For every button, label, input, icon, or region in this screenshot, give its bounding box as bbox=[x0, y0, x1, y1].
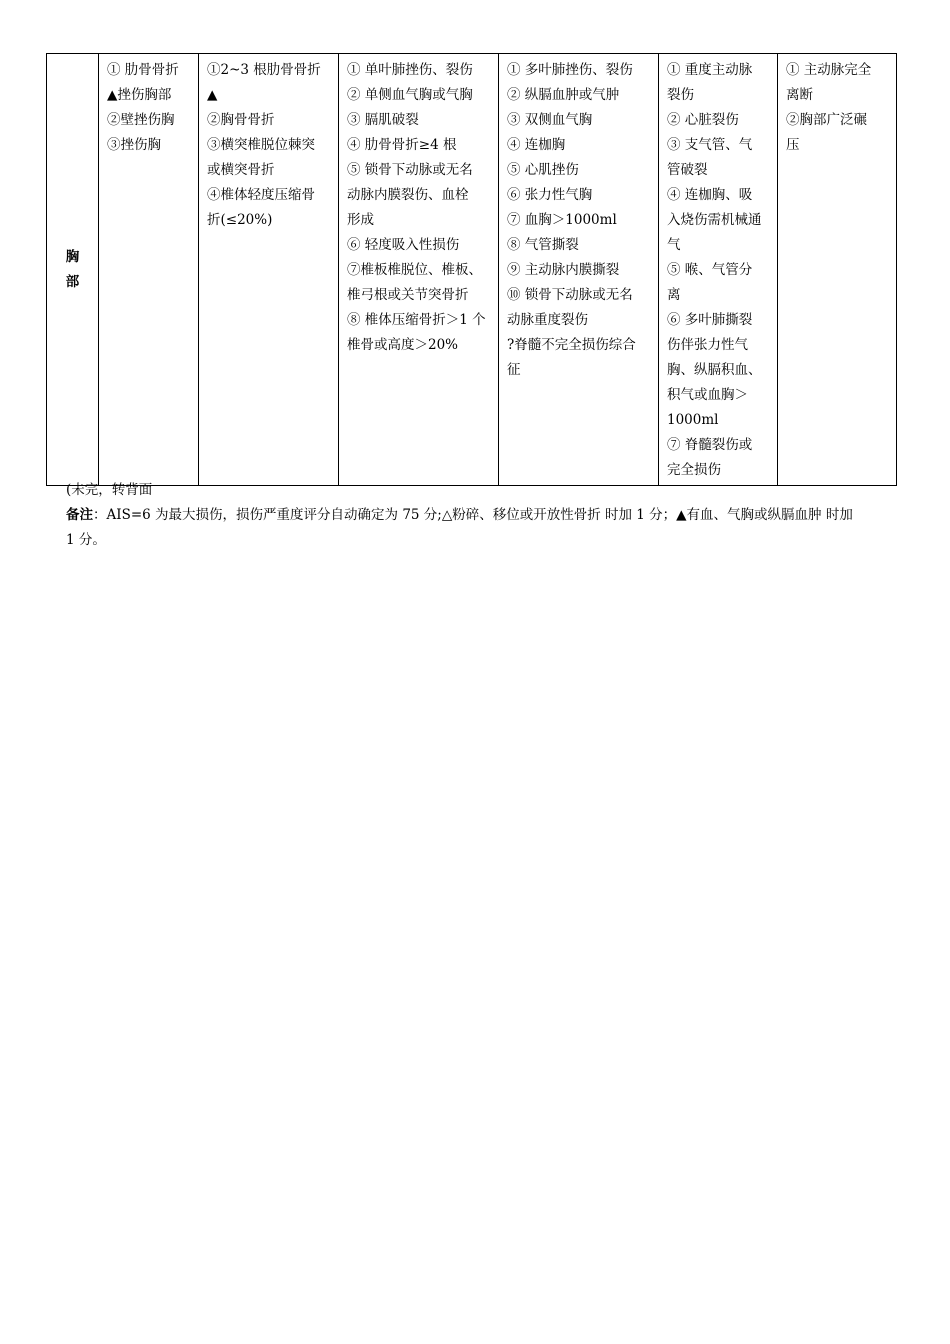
ais-5-line: ④ 连枷胸、吸 bbox=[667, 187, 753, 203]
ais-4-line: ① 多叶肺挫伤、裂伤 bbox=[507, 62, 633, 78]
ais-3-line: 椎弓根或关节突骨折 bbox=[347, 287, 469, 303]
ais-4-line: ⑤ 心肌挫伤 bbox=[507, 162, 579, 178]
ais-6-line: 离断 bbox=[786, 87, 813, 103]
remark-text: ：AIS=6 为最大损伤，损伤严重度评分自动确定为 75 分;△粉碎、移位或开放性骨折 时加 1 分；▲有血、气胸或纵膈血肿 时加 bbox=[93, 507, 853, 523]
ais-5-line: 气 bbox=[667, 237, 681, 253]
ais-5-line: 管破裂 bbox=[667, 162, 708, 178]
notes-section bbox=[66, 478, 886, 553]
ais-3-line: ⑥ 轻度吸入性损伤 bbox=[347, 237, 460, 253]
ais-6-line: 压 bbox=[786, 137, 800, 153]
region-cell bbox=[47, 54, 99, 486]
ais-3-line: ④ 肋骨骨折≥4 根 bbox=[347, 137, 457, 153]
ais-3-line: ⑧ 椎体压缩骨折＞1 个 bbox=[347, 312, 486, 328]
ais-4-line: ?脊髓不完全损伤综合 bbox=[507, 337, 636, 353]
ais-5-line: ② 心脏裂伤 bbox=[667, 112, 739, 128]
ais-4-cell bbox=[499, 54, 659, 486]
table-row bbox=[47, 54, 897, 486]
ais-5-line: 胸、纵膈积血、 bbox=[667, 362, 762, 378]
ais-1-line: ▲挫伤胸部 bbox=[107, 87, 172, 103]
ais-4-line: ⑥ 张力性气胸 bbox=[507, 187, 593, 203]
ais-2-line: ①2~3 根肋骨骨折▲ bbox=[207, 62, 321, 103]
ais-3-line: ⑦椎板椎脱位、椎板、 bbox=[347, 262, 482, 278]
ais-3-line: 椎骨或高度＞20% bbox=[347, 337, 459, 353]
ais-6-line: ②胸部广泛碾 bbox=[786, 112, 867, 128]
ais-5-line: 1000ml bbox=[667, 412, 719, 428]
ais-1-line: ②壁挫伤胸 bbox=[107, 112, 175, 128]
ais-3-cell bbox=[339, 54, 499, 486]
ais-5-line: 伤伴张力性气 bbox=[667, 337, 748, 353]
ais-5-line: 入烧伤需机械通 bbox=[667, 212, 762, 228]
ais-4-line: ⑧ 气管撕裂 bbox=[507, 237, 579, 253]
ais-4-line: ③ 双侧血气胸 bbox=[507, 112, 593, 128]
ais-3-line: ⑤ 锁骨下动脉或无名 bbox=[347, 162, 473, 178]
ais-4-line: ② 纵膈血肿或气肿 bbox=[507, 87, 620, 103]
ais-4-line: ⑦ 血胸＞1000ml bbox=[507, 212, 617, 228]
ais-3-line: ② 单侧血气胸或气胸 bbox=[347, 87, 473, 103]
ais-2-cell bbox=[199, 54, 339, 486]
ais-2-line: 折(≤20%) bbox=[207, 212, 273, 228]
ais-1-line: ③挫伤胸 bbox=[107, 137, 161, 153]
ais-6-line: ① 主动脉完全 bbox=[786, 62, 872, 78]
ais-3-line: 形成 bbox=[347, 212, 374, 228]
region-char: 部 bbox=[65, 273, 80, 290]
ais-4-line: 动脉重度裂伤 bbox=[507, 312, 588, 328]
ais-5-line: ⑦ 脊髓裂伤或 bbox=[667, 437, 753, 453]
remark-label: 备注 bbox=[66, 507, 93, 523]
ais-2-line: 或横突骨折 bbox=[207, 162, 275, 178]
ais-4-line: ⑨ 主动脉内膜撕裂 bbox=[507, 262, 620, 278]
ais-4-line: 征 bbox=[507, 362, 521, 378]
ais-4-line: ⑩ 锁骨下动脉或无名 bbox=[507, 287, 633, 303]
ais-injury-table bbox=[46, 53, 897, 486]
remark-note bbox=[66, 503, 886, 553]
ais-2-line: ③横突椎脱位棘突 bbox=[207, 137, 315, 153]
ais-5-line: 离 bbox=[667, 287, 681, 303]
ais-3-line: ③ 膈肌破裂 bbox=[347, 112, 419, 128]
region-char: 胸 bbox=[65, 248, 80, 265]
ais-5-cell bbox=[659, 54, 778, 486]
continuation-note: (未完，转背面 bbox=[66, 482, 153, 498]
ais-5-line: 积气或血胸＞ bbox=[667, 387, 748, 403]
ais-2-line: ④椎体轻度压缩骨 bbox=[207, 187, 315, 203]
ais-3-line: ① 单叶肺挫伤、裂伤 bbox=[347, 62, 473, 78]
ais-5-line: ③ 支气管、气 bbox=[667, 137, 753, 153]
ais-5-line: ⑥ 多叶肺撕裂 bbox=[667, 312, 753, 328]
ais-5-line: 裂伤 bbox=[667, 87, 694, 103]
ais-6-cell bbox=[778, 54, 897, 486]
remark-text-end: 1 分。 bbox=[66, 532, 106, 548]
ais-1-line: ① 肋骨骨折 bbox=[107, 62, 179, 78]
ais-5-line: 完全损伤 bbox=[667, 462, 721, 478]
region-label bbox=[47, 245, 98, 295]
ais-3-line: 动脉内膜裂伤、血栓 bbox=[347, 187, 469, 203]
ais-4-line: ④ 连枷胸 bbox=[507, 137, 566, 153]
ais-1-cell bbox=[99, 54, 199, 486]
ais-5-line: ① 重度主动脉 bbox=[667, 62, 753, 78]
ais-2-line: ②胸骨骨折 bbox=[207, 112, 275, 128]
ais-5-line: ⑤ 喉、气管分 bbox=[667, 262, 753, 278]
